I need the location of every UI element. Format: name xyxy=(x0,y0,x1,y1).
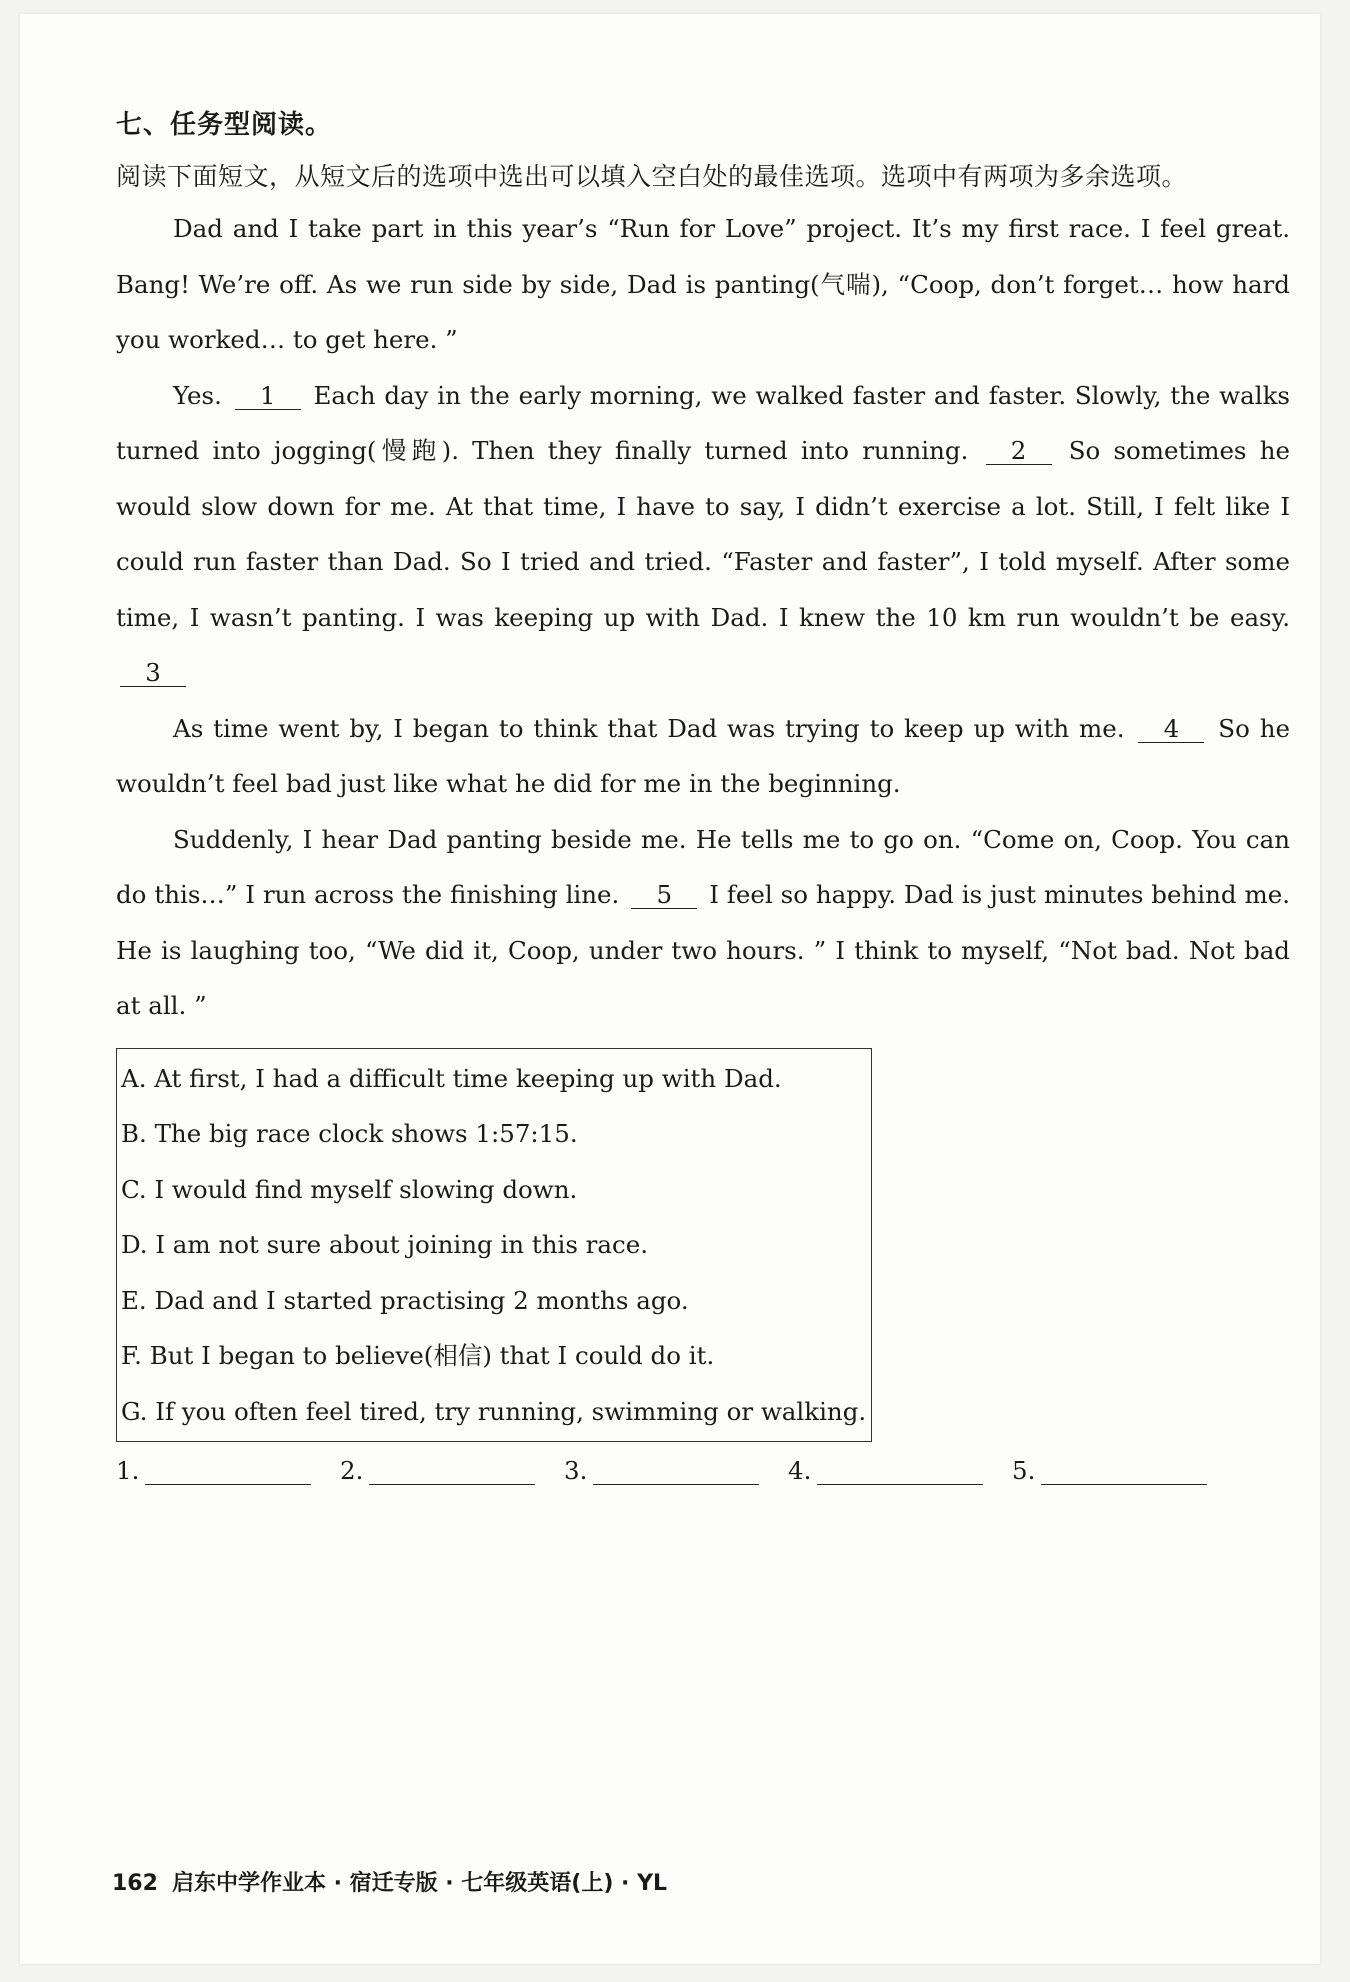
blank-4: 4 xyxy=(1138,716,1204,743)
option-a: A. At first, I had a difficult time keeping up with Dad. xyxy=(121,1063,782,1093)
paragraph-text: Suddenly, I hear Dad panting beside me. He tells me to go on. “Come on, Coop. You can do this…” I run across the finishing line. xyxy=(116,824,1290,909)
answer-line-1[interactable] xyxy=(145,1456,311,1485)
passage-paragraph-1 xyxy=(116,201,1290,368)
paragraph-text: Each day in the early morning, we walked faster and faster. Slowly, the walks turned into jogging(慢跑). Then they finally turned into running. xyxy=(116,380,1291,465)
answer-number: 1. xyxy=(116,1456,140,1485)
instruction-text: 阅读下面短文，从短文后的选项中选出可以填入空白处的最佳选项。选项中有两项为多余选项。 xyxy=(116,162,1188,191)
page-number: 162 xyxy=(112,1871,158,1896)
paragraph-text: Yes. xyxy=(173,380,222,410)
option-c: C. I would find myself slowing down. xyxy=(121,1174,578,1204)
answer-row xyxy=(116,1456,1290,1485)
blank-3: 3 xyxy=(120,660,186,687)
passage-paragraph-4 xyxy=(116,812,1290,1034)
option-e: E. Dad and I started practising 2 months ago. xyxy=(121,1285,689,1315)
answer-number: 5. xyxy=(1012,1456,1036,1485)
blank-2: 2 xyxy=(986,438,1052,465)
options-box xyxy=(116,1048,872,1443)
paragraph-text: As time went by, I began to think that Dad was trying to keep up with me. xyxy=(173,713,1125,743)
answer-line-5[interactable] xyxy=(1041,1456,1207,1485)
book-title: 启东中学作业本 · 宿迁专版 · 七年级英语(上) · YL xyxy=(171,1871,668,1896)
option-f: F. But I began to believe(相信) that I could do it. xyxy=(121,1341,715,1370)
option-g: G. If you often feel tired, try running, swimming or walking. xyxy=(121,1396,867,1426)
blank-1: 1 xyxy=(235,383,301,410)
answer-slot-2 xyxy=(340,1456,564,1485)
answer-slot-4 xyxy=(788,1456,1012,1485)
answer-line-4[interactable] xyxy=(817,1456,983,1485)
answer-number: 3. xyxy=(564,1456,588,1485)
passage-paragraph-3 xyxy=(116,701,1290,812)
passage-paragraph-2 xyxy=(116,368,1290,701)
paragraph-text: I feel so happy. Dad is just minutes behind me. He is laughing too, “We did it, Coop, under two hours. ” I think to myself, “Not bad. Not bad at all. ” xyxy=(116,880,1291,1020)
answer-number: 4. xyxy=(788,1456,812,1485)
answer-slot-3 xyxy=(564,1456,788,1485)
worksheet-page xyxy=(20,14,1320,1964)
answer-slot-1 xyxy=(116,1456,340,1485)
answer-line-3[interactable] xyxy=(593,1456,759,1485)
option-b: B. The big race clock shows 1:57:15. xyxy=(121,1119,578,1148)
paragraph-text: So sometimes he would slow down for me. At that time, I have to say, I didn’t exercise a lot. Still, I felt like I could run faster than Dad. So I tried and tried. “Faster and faster”, I told myself. After some time, I wasn’t panting. I was keeping up with Dad. I knew the 10 km run wouldn’t be easy. xyxy=(116,436,1290,632)
answer-slot-5 xyxy=(1012,1456,1236,1485)
paragraph-text: Dad and I take part in this year’s “Run for Love” project. It’s my first race. I feel great. Bang! We’re off. As we run side by side, Dad is panting(气喘), “Coop, don’t forget… how hard you worked… to get here. ” xyxy=(116,214,1290,354)
paragraph-text: So he wouldn’t feel bad just like what he did for me in the beginning. xyxy=(116,713,1290,798)
option-d: D. I am not sure about joining in this race. xyxy=(121,1230,649,1259)
blank-5: 5 xyxy=(631,882,697,909)
section-title: 七、任务型阅读。 xyxy=(116,110,333,140)
answer-line-2[interactable] xyxy=(369,1456,535,1485)
reading-task xyxy=(116,104,1290,1485)
answer-number: 2. xyxy=(340,1456,364,1485)
page-footer xyxy=(112,1866,667,1897)
